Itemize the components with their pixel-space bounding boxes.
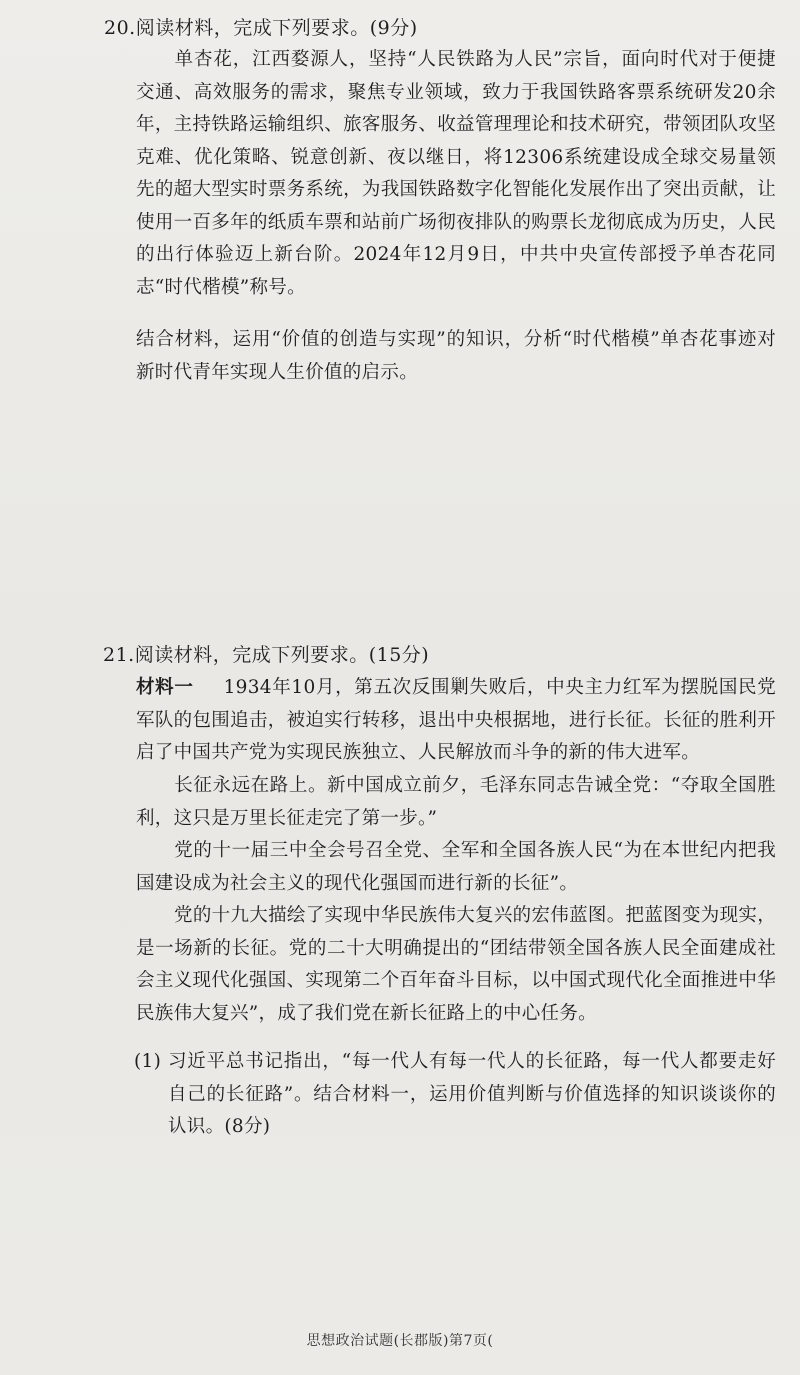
material-1-paragraph-3-text: 党的十一届三中全会号召全党、全军和全国各族人民“为在本世纪内把我国建设成为社会主义的现代化强国而进行新的长征”。: [136, 840, 776, 894]
question-20-material-text: 单杏花，江西婺源人，坚持“人民铁路为人民”宗旨，面向时代对于便捷交通、高效服务的需求，聚焦专业领域，致力于我国铁路客票系统研发20余年，主持铁路运输组织、旅客服务、收益管理理论和技术研究，带领团队攻坚克难、优化策略、锐意创新、夜以继日，将12306系统建设成全球交易量领先的超大型实时票务系统，为我国铁路数字化智能化发展作出了突出贡献，让使用一百多年的纸质车票和站前广场彻夜排队的购票长龙彻底成为历史，人民的出行体验迈上新台阶。2024年12月9日，中共中央宣传部授予单杏花同志“时代楷模”称号。: [136, 49, 776, 298]
material-1-paragraph-1: [136, 672, 776, 770]
sub-question-1-number: (1): [134, 1051, 162, 1072]
material-1-paragraph-1-text: 1934年10月，第五次反围剿失败后，中央主力红军为摆脱国民党军队的包围追击，被迫实行转移，退出中央根据地，进行长征。长征的胜利开启了中国共产党为实现民族独立、人民解放而斗争的新的伟大进军。: [136, 677, 776, 763]
question-21-title: 21.阅读材料，完成下列要求。(15分): [103, 644, 430, 666]
question-20-material: [136, 44, 776, 304]
page-footer: 思想政治试题(长郡版)第7页(: [306, 1333, 494, 1349]
material-1-label: 材料一: [136, 677, 194, 698]
material-1-paragraph-2-text: 长征永远在路上。新中国成立前夕，毛泽东同志告诫全党：“夺取全国胜利，这只是万里长征走完了第一步。”: [136, 775, 776, 829]
material-1-paragraph-4-text: 党的十九大描绘了实现中华民族伟大复兴的宏伟蓝图。把蓝图变为现实，是一场新的长征。党的二十大明确提出的“团结带领全国各族人民全面建成社会主义现代化强国、实现第二个百年奋斗目标，以中国式现代化全面推进中华民族伟大复兴”，成了我们党在新长征路上的中心任务。: [136, 905, 776, 1024]
material-1-paragraph-2: [136, 770, 776, 835]
material-1-paragraph-4: [136, 900, 776, 1030]
question-20-title: 20.阅读材料，完成下列要求。(9分): [104, 17, 418, 39]
sub-question-1-text: 习近平总书记指出，“每一代人有每一代人的长征路，每一代人都要走好自己的长征路”。结合材料一，运用价值判断与价值选择的知识谈谈你的认识。(8分): [168, 1051, 776, 1137]
question-20-task: 结合材料，运用“价值的创造与实现”的知识，分析“时代楷模”单杏花事迹对新时代青年实现人生价值的启示。: [136, 329, 776, 383]
material-1-paragraph-3: [136, 835, 776, 900]
